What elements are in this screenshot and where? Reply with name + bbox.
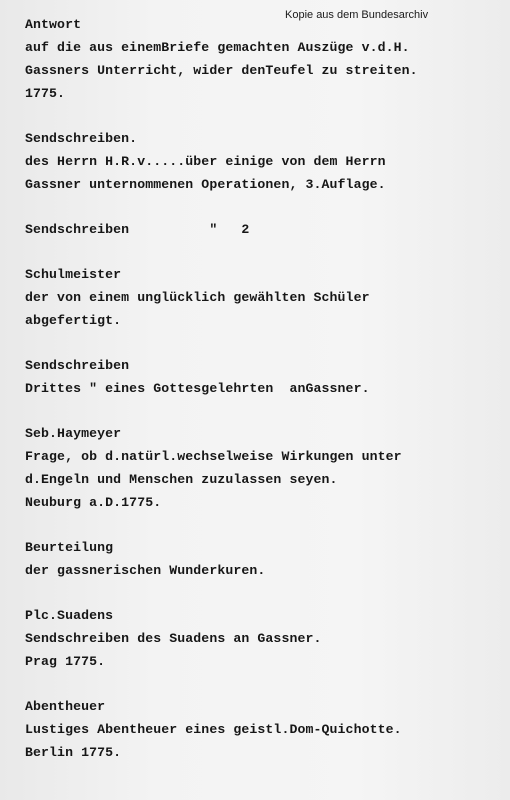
entry-line: auf die aus einemBriefe gemachten Auszüge v.d.H. [25, 40, 410, 55]
entry-title: Plc.Suadens [25, 608, 114, 623]
entry-title: Sendschreiben [25, 358, 130, 373]
entry-title: Sendschreiben " 2 [25, 222, 250, 237]
entry-line: abgefertigt. [25, 313, 122, 328]
entry-line: Neuburg a.D.1775. [25, 495, 162, 510]
entry-line: der gassnerischen Wunderkuren. [25, 563, 266, 578]
typed-list [25, 13, 505, 764]
entry-schulmeister [25, 263, 505, 332]
entry-title: Abentheuer [25, 699, 106, 714]
entry-line: Gassner unternommenen Operationen, 3.Auflage. [25, 177, 386, 192]
entry-title: Schulmeister [25, 267, 122, 282]
entry-antwort [25, 13, 505, 105]
entry-line: Berlin 1775. [25, 745, 122, 760]
archive-stamp: Kopie aus dem Bundesarchiv [285, 9, 429, 21]
entry-line: 1775. [25, 86, 66, 101]
entry-line: Prag 1775. [25, 654, 106, 669]
entry-haymeyer [25, 422, 505, 514]
entry-line: Drittes " eines Gottesgelehrten anGassner. [25, 381, 370, 396]
entry-abentheuer [25, 695, 505, 764]
entry-line: Lustiges Abentheuer eines geistl.Dom-Quichotte. [25, 722, 402, 737]
entry-title: Beurteilung [25, 540, 114, 555]
entry-title: Antwort [25, 17, 82, 32]
entry-title: Seb.Haymeyer [25, 426, 122, 441]
entry-beurteilung [25, 536, 505, 582]
entry-sendschreiben-2 [25, 218, 505, 241]
entry-line: Gassners Unterricht, wider denTeufel zu streiten. [25, 63, 418, 78]
entry-line: der von einem unglücklich gewählten Schüler [25, 290, 370, 305]
entry-line: Sendschreiben des Suadens an Gassner. [25, 631, 322, 646]
entry-line: des Herrn H.R.v.....über einige von dem Herrn [25, 154, 386, 169]
entry-sendschreiben-3 [25, 354, 505, 400]
entry-title: Sendschreiben. [25, 131, 138, 146]
entry-sendschreiben-1 [25, 127, 505, 196]
entry-suadens [25, 604, 505, 673]
entry-line: d.Engeln und Menschen zuzulassen seyen. [25, 472, 338, 487]
entry-line: Frage, ob d.natürl.wechselweise Wirkungen unter [25, 449, 402, 464]
